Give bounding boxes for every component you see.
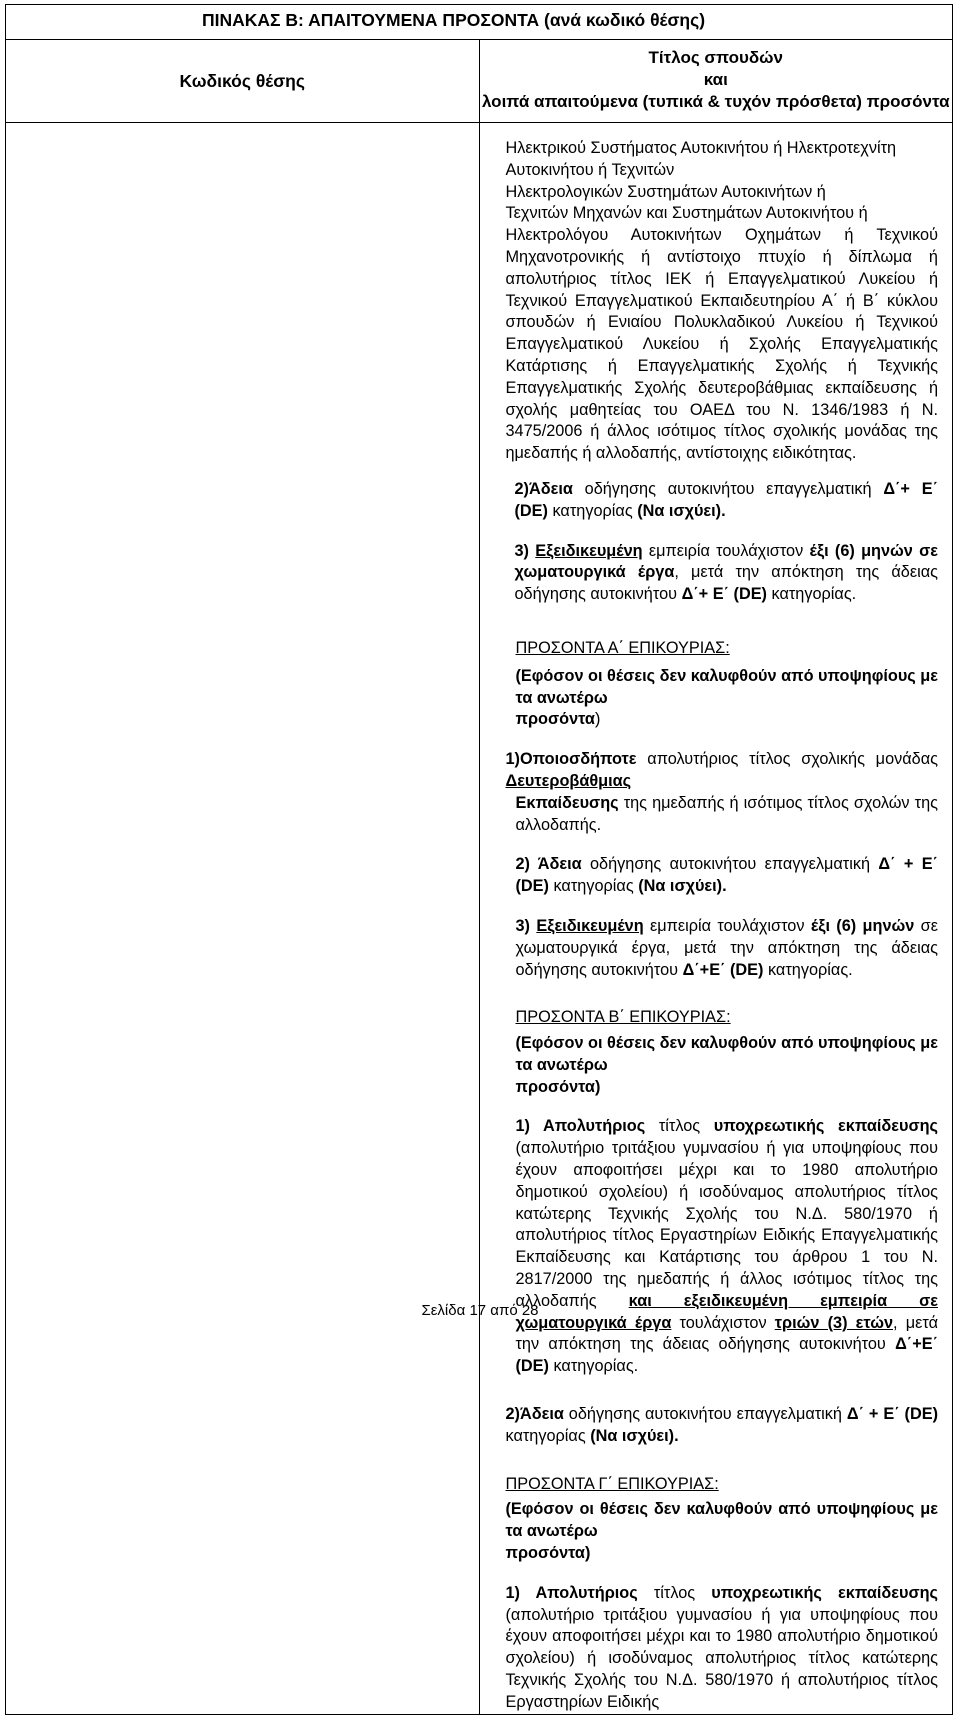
section-b-item-1-text-a: τίτλος [645,1117,714,1136]
experience-end: κατηγορίας. [766,585,857,604]
main-experience [506,541,939,606]
section-b-item-2 [506,1404,939,1448]
section-a-heading [516,638,939,660]
section-b-item-1-end: κατηγορίας. [548,1357,639,1376]
column-header-title [479,40,953,123]
section-b-item-1-text-e: , μετά την απόκτηση της άδειας οδήγησης αυτοκινήτου [515,1313,938,1354]
section-b-item-1 [516,1116,939,1378]
column-header-line-1: Τίτλος σπουδών [648,48,783,67]
section-a-note-2 [516,709,939,731]
section-a [506,638,939,731]
section-b-item-2-category-code: (DE) [899,1405,938,1424]
section-a-item-1 [506,749,939,793]
experience-category: Δ΄+ Ε΄ (DE) [681,585,767,604]
section-a-item-3-category: Δ΄+Ε΄ (DE) [682,960,764,979]
section-b-item-1-text-d: τουλάχιστον [671,1313,775,1332]
section-a-item-3-duration: έξι (6) μηνών [810,916,915,935]
main-intro-line-3: Τεχνιτών Μηχανών και Συστημάτων Αυτοκινήτου ή [505,204,868,223]
section-b-note-2 [516,1077,939,1099]
section-a-item-1-education: Εκπαίδευσης [515,793,619,812]
section-a-item-2-valid: (Να ισχύει). [638,877,727,896]
experience-number: 3) [514,541,536,560]
section-a-note-line-2: προσόντα [515,710,595,729]
section-b-item-1-lead: 1) Απολυτήριος [515,1117,646,1136]
section-c-heading-text: ΠΡΟΣΟΝΤΑ Γ΄ ΕΠΙΚΟΥΡΙΑΣ: [505,1474,719,1493]
section-a-item-3-specialized: Εξειδικευμένη [536,916,644,935]
requirements-table [5,4,953,1715]
section-a-item-2-tail: κατηγορίας [548,877,639,896]
section-b-item-2-category: Δ΄ + Ε΄ [846,1405,900,1424]
section-a-heading-text: ΠΡΟΣΟΝΤΑ Α΄ ΕΠΙΚΟΥΡΙΑΣ: [515,638,730,657]
section-b-heading-text: ΠΡΟΣΟΝΤΑ Β΄ ΕΠΙΚΟΥΡΙΑΣ: [515,1008,731,1027]
section-c-item-1-education: υποχρεωτικής εκπαίδευσης [711,1583,938,1602]
section-b-item-2-text: οδήγησης αυτοκινήτου επαγγελματική [563,1405,847,1424]
section-a-item-3 [506,916,939,981]
section-a-item-1-tail: της ημεδαπής ή ισότιμος τίτλος σχολών της αλλοδαπής. [515,793,938,834]
section-b-item-2-lead: 2)Άδεια [505,1405,564,1424]
section-a-note-line-1: (Εφόσον οι θέσεις δεν καλυφθούν από υποψηφίους με τα ανωτέρω [515,666,938,707]
position-code-cell [6,123,480,1715]
section-b-heading [516,1007,939,1029]
section-b-item-2-tail: κατηγορίας [505,1426,591,1445]
main-intro-line-1: Ηλεκτρικού Συστήματος Αυτοκινήτου ή Ηλεκτροτεχνίτη Αυτοκινήτου ή Τεχνιτών [505,139,897,179]
section-a-item-1-text: απολυτήριος τίτλος σχολικής μονάδας [636,750,938,769]
experience-text-a: εμπειρία τουλάχιστον [642,541,810,560]
section-c-item-1-text-a: τίτλος [637,1583,712,1602]
experience-duration: έξι (6) μηνών σε χωματουργικά έργα [514,541,938,582]
section-a-item-1-level: Δευτεροβάθμιας [505,771,632,790]
section-b-item-1-education: υποχρεωτικής εκπαίδευσης [713,1117,938,1136]
section-b-item-1-experience: και εξειδικευμένη εμπειρία σε χωματουργικά έργα [515,1291,938,1332]
section-b-item-2-valid: (Να ισχύει). [590,1426,679,1445]
section-b-items [506,1404,939,1448]
section-a-item-2-category: Δ΄ + Ε΄ (DE) [515,855,938,896]
section-c-note [506,1499,939,1543]
main-license [506,479,939,523]
page-number: Σελίδα 17 από 28 [421,1302,539,1319]
section-b-note [516,1033,939,1077]
section-c [506,1474,939,1714]
section-a-item-2 [506,854,939,898]
section-b [506,1007,939,1378]
section-c-note-2 [506,1543,939,1565]
section-b-item-1-text-c: (απολυτήριο τριτάξιου γυμνασίου ή για υποψηφίους που έχουν αποφοιτήσει μέχρι και το 1980 απολυτήριο δημοτικού σχολείου) ή ισοδύναμος απολυτήριος τίτλος κατώτερης Τεχνικής Σχολής του Ν.Δ. 580/1970 ή απολυτήριος τίτλος Εργαστηρίων Ειδικής Επαγγελματικής Εκπαίδευσης και Κατάρτισης του άρθρου 1 του Ν. 2817/2000 της ημεδαπής ή άλλος ισότιμος τίτλος της αλλοδαπής [515,1139,938,1310]
section-b-item-1-category: Δ΄+Ε΄ (DE) [515,1335,938,1376]
section-b-note-line-1: (Εφόσον οι θέσεις δεν καλυφθούν από υποψηφίους με τα ανωτέρω [515,1034,938,1074]
section-a-note-close: ) [594,710,601,729]
section-c-note-line-2: προσόντα) [505,1544,591,1563]
main-intro-paragraph: Ηλεκτρολόγου Αυτοκινήτων Οχημάτων ή Τεχνικού Μηχανοτρονικής ή αντίστοιχο πτυχίο ή δίπλωμα ή απολυτήριος τίτλος ΙΕΚ ή Επαγγελματικού Λυκείου ή Τεχνικού Επαγγελματικού Εκπαιδευτηρίου Α΄ ή Β΄ κύκλου σπουδών ή Ενιαίου Πολυκλαδικού Λυκείου ή Τεχνικού Επαγγελματικού Λυκείου ή Σχολής Επαγγελματικής Κατάρτισης ή Επαγγελματικής Σχολής ή Τεχνικής Επαγγελματικής Σχολής δευτεροβάθμιας εκπαίδευσης ή σχολής μαθητείας του ΟΑΕΔ του Ν. 1346/1983 ή Ν. 3475/2006 ή άλλος ισότιμος τίτλος σχολικής μονάδας της ημεδαπής ή αλλοδαπής, αντίστοιχης ειδικότητας. [505,226,938,463]
section-a-items [506,749,939,981]
section-b-note-line-2: προσόντα) [515,1077,601,1096]
section-c-heading [506,1474,939,1496]
column-header-code: Κωδικός θέσης [6,40,480,123]
section-a-item-2-lead: 2) Άδεια [515,855,582,874]
section-c-item-1-lead: 1) Απολυτήριος [505,1583,638,1602]
section-a-item-3-text-a: εμπειρία τουλάχιστον [643,916,811,935]
section-a-item-2-text: οδήγησης αυτοκινήτου επαγγελματική [581,855,879,874]
section-a-item-1b [506,793,939,837]
section-b-item-1-duration: τριών (3) ετών [774,1313,894,1332]
experience-text-c: , μετά την απόκτηση της άδειας οδήγησης αυτοκινήτου [514,563,938,604]
section-a-item-3-text-c: σε χωματουργικά έργα, μετά την απόκτηση της άδειας οδήγησης αυτοκινήτου [515,916,938,979]
column-header-line-3: λοιπά απαιτούμενα (τυπικά & τυχόν πρόσθετα) προσόντα [481,92,950,111]
main-intro-line-2: Ηλεκτρολογικών Συστημάτων Αυτοκινήτων ή [505,182,826,201]
experience-specialized: Εξειδικευμένη [535,541,643,560]
license-tail: κατηγορίας [547,501,638,520]
section-c-item-1 [506,1583,939,1714]
section-c-item-1-text-c: (απολυτήριο τριτάξιου γυμνασίου ή για υποψηφίους που έχουν αποφοιτήσει μέχρι και το 1980 απολυτήριο δημοτικού σχολείου) ή ισοδύναμος απολυτήριος τίτλος κατώτερης Τεχνικής Σχολής του Ν.Δ. 580/1970 ή απολυτήριος τίτλος Εργαστηρίων Ειδικής [505,1605,938,1711]
section-c-note-line-1: (Εφόσον οι θέσεις δεν καλυφθούν από υποψηφίους με τα ανωτέρω [505,1500,938,1541]
license-category: Δ΄+ Ε΄ (DE) [514,479,938,520]
requirements-cell [479,123,953,1715]
section-a-item-3-end: κατηγορίας. [763,960,853,979]
license-valid: (Να ισχύει). [637,501,726,520]
section-a-item-1-lead: 1)Οποιοσδήποτε [505,750,637,769]
table-title: ΠΙΝΑΚΑΣ Β: ΑΠΑΙΤΟΥΜΕΝΑ ΠΡΟΣΟΝΤΑ (ανά κωδικό θέσης) [6,5,953,40]
section-a-item-3-number: 3) [515,916,537,935]
license-label: 2)Άδεια [514,479,573,498]
column-header-line-2: και [703,70,728,89]
license-text: οδήγησης αυτοκινήτου επαγγελματική [572,479,884,498]
section-a-note [516,666,939,710]
